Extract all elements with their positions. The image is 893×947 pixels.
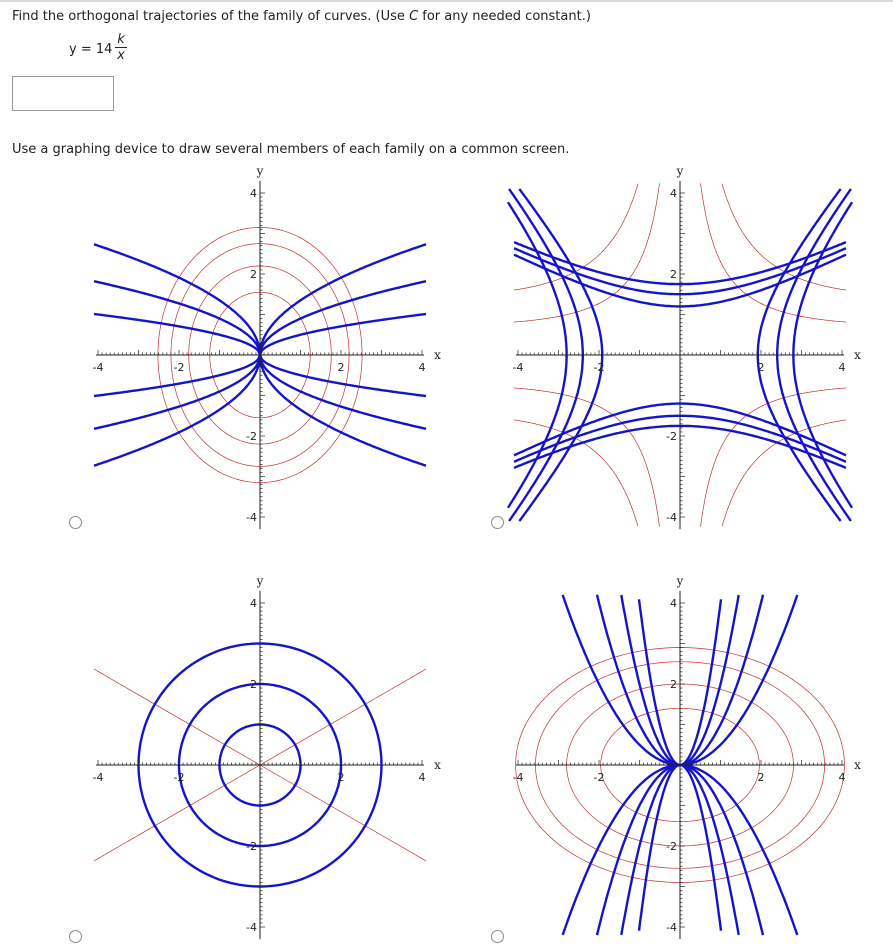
y-tick-label: -2 — [666, 430, 677, 443]
x-tick-label: -2 — [173, 361, 185, 374]
formula-fraction — [115, 32, 127, 63]
instruction-text: Use a graphing device to draw several members of each family on a common screen. — [12, 142, 570, 157]
x-tick-label: 2 — [757, 771, 765, 784]
y-tick-label: -4 — [246, 511, 257, 524]
x-tick-label: 2 — [337, 771, 345, 784]
y-axis-label: y — [676, 163, 684, 178]
x-tick-label: -2 — [593, 361, 605, 374]
x-tick-label: 2 — [757, 361, 765, 374]
axes — [93, 574, 442, 939]
y-tick-label: -2 — [666, 840, 677, 853]
formula-numerator: k — [117, 32, 125, 47]
y-tick-label: 2 — [250, 678, 257, 691]
formula-lhs: y = 14 — [69, 42, 113, 57]
y-tick-label: 2 — [670, 678, 677, 691]
graph-option-c — [80, 575, 452, 945]
x-tick-label: 4 — [838, 361, 846, 374]
x-axis-label: x — [434, 348, 441, 362]
radio-option-d[interactable] — [491, 930, 504, 943]
x-tick-label: 4 — [418, 771, 426, 784]
x-tick-label: -4 — [92, 361, 104, 374]
x-tick-label: 4 — [838, 771, 846, 784]
y-tick-label: -2 — [246, 840, 257, 853]
y-axis-label: y — [256, 163, 264, 178]
axes — [513, 574, 862, 939]
x-tick-label: -4 — [512, 771, 524, 784]
x-tick-label: -2 — [593, 771, 605, 784]
x-tick-label: 4 — [418, 361, 426, 374]
x-tick-label: -4 — [512, 361, 524, 374]
top-divider — [0, 0, 893, 2]
x-axis-label: x — [854, 348, 861, 362]
radio-option-c[interactable] — [69, 930, 82, 943]
y-tick-label: -2 — [246, 430, 257, 443]
y-tick-label: 4 — [670, 597, 677, 610]
y-tick-label: -4 — [666, 921, 677, 934]
graph-option-d — [500, 575, 872, 945]
graph-option-a — [80, 165, 452, 535]
graph-option-b — [500, 165, 872, 535]
radio-option-a[interactable] — [69, 516, 82, 529]
radio-option-b[interactable] — [491, 516, 504, 529]
answer-input[interactable] — [12, 76, 114, 111]
y-tick-label: 4 — [250, 597, 257, 610]
y-tick-label: -4 — [246, 921, 257, 934]
x-tick-label: -4 — [92, 771, 104, 784]
y-tick-label: 4 — [670, 187, 677, 200]
y-axis-label: y — [256, 573, 264, 588]
question-text: Find the orthogonal trajectories of the family of curves. (Use C for any needed constant.) — [12, 9, 591, 24]
formula-denominator: x — [117, 48, 125, 63]
x-axis-label: x — [854, 758, 861, 772]
x-tick-label: -2 — [173, 771, 185, 784]
y-tick-label: 4 — [250, 187, 257, 200]
x-axis-label: x — [434, 758, 441, 772]
y-axis-label: y — [676, 573, 684, 588]
y-tick-label: 2 — [250, 268, 257, 281]
x-tick-label: 2 — [337, 361, 345, 374]
y-tick-label: -4 — [666, 511, 677, 524]
y-tick-label: 2 — [670, 268, 677, 281]
